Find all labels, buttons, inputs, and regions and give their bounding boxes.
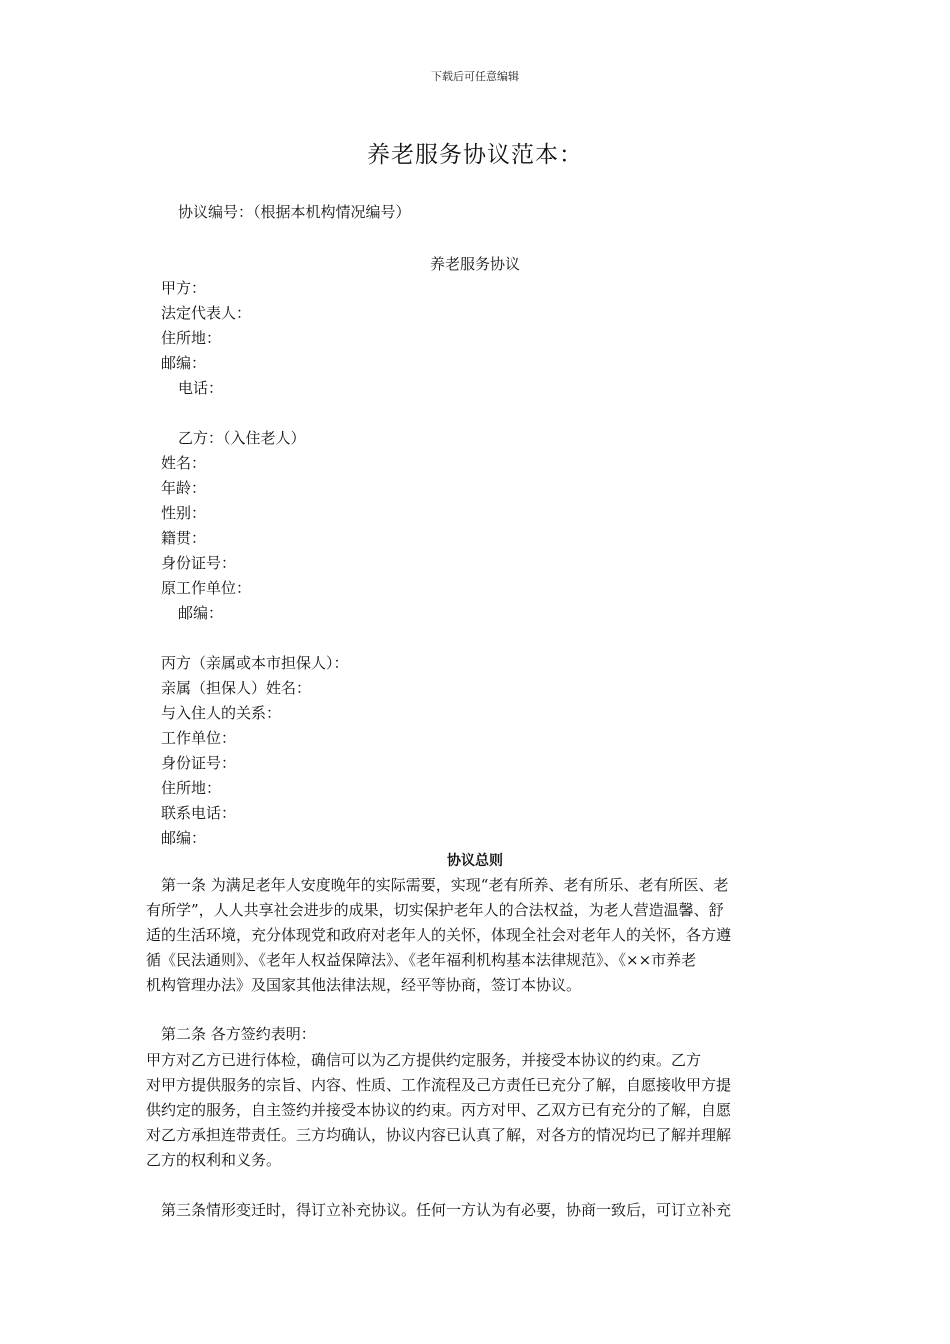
party-c-postcode: 邮编： — [161, 829, 207, 847]
party-b-name: 姓名： — [161, 454, 207, 472]
article-2-line: 乙方的权利和义务。 — [146, 1151, 282, 1169]
party-c-relation: 与入住人的关系： — [161, 704, 282, 722]
agreement-subtitle: 养老服务协议 — [429, 255, 520, 273]
article-3 — [161, 1198, 807, 1223]
article-1-line: 适的生活环境，充分体现党和政府对老年人的关怀，体现全社会对老年人的关怀，各方遵 — [146, 926, 732, 944]
article-1 — [161, 873, 807, 898]
party-b-hometown: 籍贯： — [161, 529, 207, 547]
party-c-name: 亲属（担保人）姓名： — [161, 679, 312, 697]
party-a-label: 甲方： — [161, 279, 207, 297]
header-note: 下载后可任意编辑 — [431, 70, 519, 83]
article-2-line: 甲方对乙方已进行体检，确信可以为乙方提供约定服务，并接受本协议的约束。乙方 — [146, 1051, 702, 1069]
party-a-rep: 法定代表人： — [161, 304, 252, 322]
party-b-age: 年龄： — [161, 479, 207, 497]
article-2 — [146, 1048, 806, 1173]
article-2-line: 供约定的服务，自主签约并接受本协议的约束。丙方对甲、乙双方已有充分的了解，自愿 — [146, 1101, 732, 1119]
party-b-label: 乙方：（入住老人） — [178, 429, 306, 447]
article-3-line: 第三条情形变迁时，得订立补充协议。任何一方认为有必要，协商一致后，可订立补充 — [161, 1201, 732, 1219]
article-2-line: 对甲方提供服务的宗旨、内容、性质、工作流程及己方责任已充分了解，自愿接收甲方提 — [146, 1076, 732, 1094]
party-c-id-number: 身份证号： — [161, 754, 237, 772]
agreement-number: 协议编号：（根据本机构情况编号） — [178, 203, 411, 221]
party-c-label: 丙方（亲属或本市担保人）： — [161, 654, 349, 672]
document-title: 养老服务协议范本： — [367, 142, 583, 168]
article-1-continued — [146, 898, 806, 998]
party-b-former-employer: 原工作单位： — [161, 579, 252, 597]
article-1-line: 机构管理办法》及国家其他法律法规，经平等协商，签订本协议。 — [146, 976, 582, 994]
party-c-employer: 工作单位： — [161, 729, 237, 747]
party-a-address: 住所地： — [161, 329, 222, 347]
party-a-phone: 电话： — [178, 379, 224, 397]
party-a-postcode: 邮编： — [161, 354, 207, 372]
article-1-line: 有所学”，人人共享社会进步的成果，切实保护老年人的合法权益，为老人营造温馨、舒 — [146, 901, 724, 919]
article-1-line: 第一条 为满足老年人安度晚年的实际需要，实现“老有所养、老有所乐、老有所医、老 — [161, 876, 729, 894]
party-b-postcode: 邮编： — [178, 604, 224, 622]
party-b-gender: 性别： — [161, 504, 207, 522]
article-1-line: 循《民法通则》、《老年人权益保障法》、《老年福利机构基本法律规范》、《××市养老 — [146, 951, 697, 969]
article-2-heading: 第二条 各方签约表明： — [161, 1025, 316, 1043]
party-c-address: 住所地： — [161, 779, 222, 797]
general-provisions-heading: 协议总则 — [447, 853, 503, 869]
article-2-line: 对乙方承担连带责任。三方均确认，协议内容已认真了解，对各方的情况均已了解并理解 — [146, 1126, 732, 1144]
party-b-id-number: 身份证号： — [161, 554, 237, 572]
party-c-phone: 联系电话： — [161, 804, 237, 822]
